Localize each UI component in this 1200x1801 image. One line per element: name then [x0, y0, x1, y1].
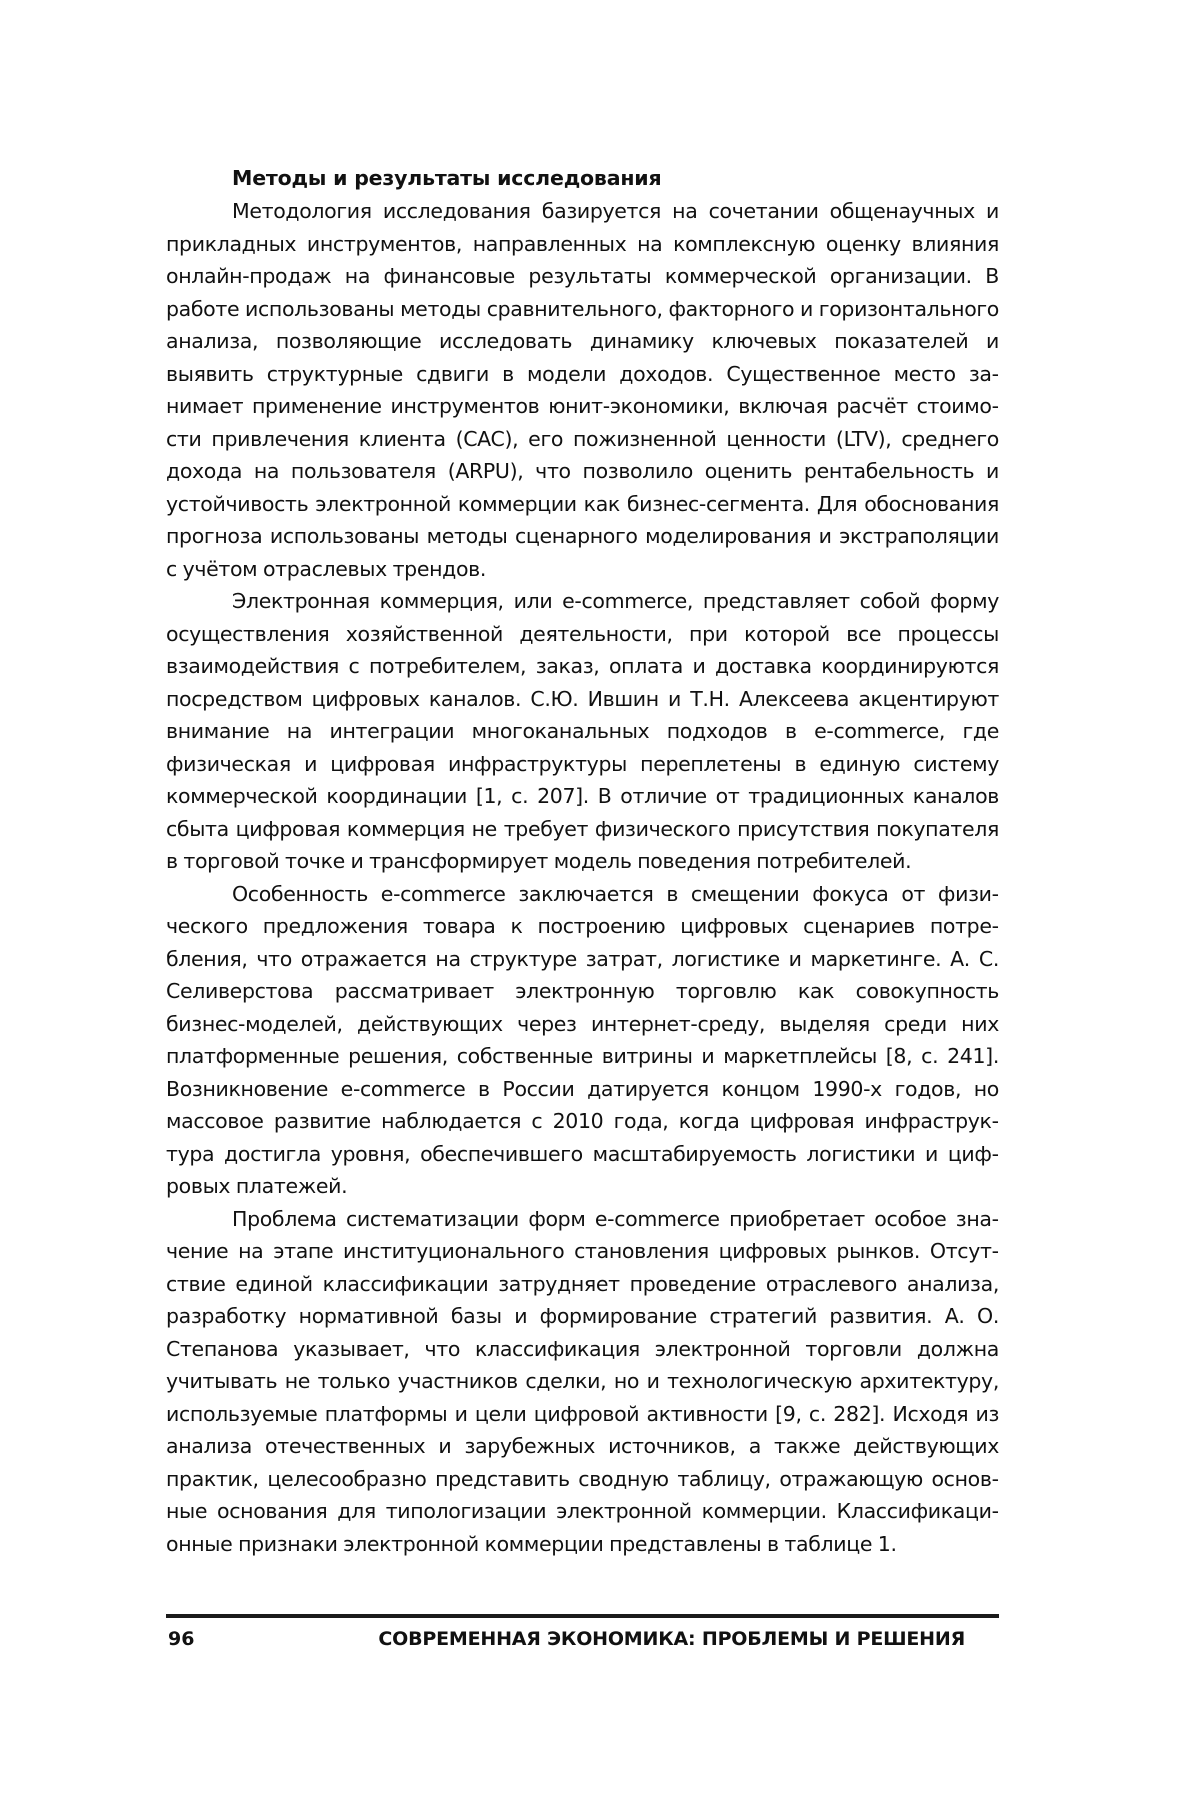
footer-divider [166, 1614, 999, 1618]
paragraph-ecommerce-definition: Электронная коммерция, или e-commerce, представляет собой форму осуществления хозяйственной деятельности, при которой все процессы взаимодействия с потребителем, заказ, оплата и доставка координируются посредством цифровых каналов. С.Ю. Ившин и Т.Н. Алексеева акцентируют внимание на интеграции многоканальных подходов в e-commerce, где физическая и цифровая инфраструктуры переплетены в единую систему коммерческой координации [1, с. 207]. В отличие от традиционных каналов сбыта цифровая коммерция не требует физического присутствия покупателя в торговой точке и трансформирует модель поведения потребителей. [166, 589, 999, 873]
paragraph-classification-problem: Проблема систематизации форм e-commerce приобретает особое значение на этапе институционального становления цифровых рынков. Отсутствие единой классификации затрудняет проведение отраслевого анализа, разработку нормативной базы и формирование стратегий развития. А. О. Степанова указывает, что классификация электронной торговли должна учитывать не только участников сделки, но и технологическую архитектуру, используемые платформы и цели цифровой активности [9, с. 282]. Исходя из анализа отечественных и зарубежных источников, а также действующих практик, целесообразно представить сводную таблицу, отражающую основные основания для типологизации электронной коммерции. Классификационные признаки электронной коммерции представлены в таблице 1. [166, 1206, 999, 1556]
page-number: 96 [168, 1628, 195, 1650]
paragraph-ecommerce-features: Особенность e-commerce заключается в смещении фокуса от физического предложения товара к построению цифровых сценариев потребления, что отражается на структуре затрат, логистике и маркетинге. А. С. Селиверстова рассматривает электронную торговлю как совокупность бизнес-моделей, действующих через интернет-среду, выделяя среди них платформенные решения, собственные витрины и маркетплейсы [8, с. 241]. Возникновение e-commerce в России датируется концом 1990-х годов, но массовое развитие наблюдается с 2010 года, когда цифровая инфраструктура достигла уровня, обеспечившего масштабируемость логистики и цифровых платежей. [166, 881, 999, 1198]
paragraph-methodology: Методология исследования базируется на сочетании общенаучных и прикладных инструментов, направленных на комплексную оценку влияния онлайн-продаж на финансовые результаты коммерческой организации. В работе использованы методы сравнительного, факторного и горизонтального анализа, позволяющие исследовать динамику ключевых показателей и выявить структурные сдвиги в модели доходов. Существенное место занимает применение инструментов юнит-экономики, включая расчёт стоимости привлечения клиента (CAC), его пожизненной ценности (LTV), среднего дохода на пользователя (ARPU), что позволило оценить рентабельность и устойчивость электронной коммерции как бизнес-сегмента. Для обоснования прогноза использованы методы сценарного моделирования и экстраполяции с учётом отраслевых трендов. [166, 199, 999, 581]
journal-title: СОВРЕМЕННАЯ ЭКОНОМИКА: ПРОБЛЕМЫ И РЕШЕНИЯ [378, 1628, 965, 1650]
page-footer [166, 1622, 999, 1656]
section-heading: Методы и результаты исследования [232, 166, 662, 190]
main-text-block [166, 162, 999, 1560]
